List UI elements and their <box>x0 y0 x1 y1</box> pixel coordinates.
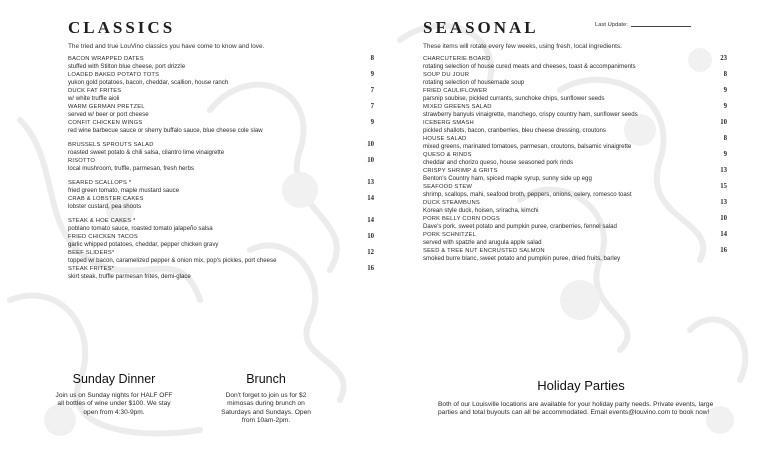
menu-item-price: 10 <box>367 141 374 148</box>
classics-section <box>68 18 374 281</box>
menu-item <box>423 135 727 151</box>
menu-item <box>68 249 374 265</box>
menu-item <box>68 55 374 71</box>
menu-item-price: 9 <box>370 119 374 126</box>
menu-item-price: 12 <box>367 249 374 256</box>
menu-item-name: HOUSE SALAD <box>423 136 467 142</box>
menu-item <box>68 157 374 173</box>
menu-item <box>423 103 727 119</box>
menu-item-description: w/ white truffle aioli <box>68 95 120 102</box>
menu-item-name: BRUSSELS SPROUTS SALAD <box>68 142 154 148</box>
menu-item-price: 14 <box>367 217 374 224</box>
menu-item-name: STEAK & HOE CAKES * <box>68 218 136 224</box>
menu-item-name: RISOTTO <box>68 158 96 164</box>
menu-item-description: shrimp, scallops, mahi, seafood broth, peppers, onions, celery, romesco toast <box>423 191 632 198</box>
last-update-label: Last Update: <box>595 22 628 28</box>
seasonal-header <box>423 18 727 38</box>
menu-item-name: SEAFOOD STEW <box>423 184 473 190</box>
menu-item <box>423 55 727 71</box>
last-update <box>595 22 691 28</box>
brunch-text: Don't forget to join us for $2 mimosas during brunch on Saturdays and Sundays. Open from 10am-2pm. <box>221 392 311 425</box>
menu-item <box>423 199 727 215</box>
menu-item-price: 7 <box>370 103 374 110</box>
menu-item-name: DUCK STEAMBUNS <box>423 200 480 206</box>
menu-item-description: Benton's Country ham, spiced maple syrup, sunny side up egg <box>423 175 592 182</box>
menu-item-name: SEARED SCALLOPS * <box>68 180 132 186</box>
menu-item-description: cheddar and chorizo queso, house seasoned pork rinds <box>423 159 574 166</box>
menu-item-name: FRIED CHICKEN TACOS <box>68 234 138 240</box>
menu-item-description: skirt steak, truffle parmesan frites, demi-glace <box>68 273 191 280</box>
menu-item-name: PORK SCHNITZEL <box>423 232 477 238</box>
menu-item-description: fried green tomato, maple mustard sauce <box>68 187 180 194</box>
menu-item <box>423 71 727 87</box>
menu-item-name: STEAK FRITES* <box>68 266 115 272</box>
menu-item-name: SEED & TREE NUT ENCRUSTED SALMON <box>423 248 545 254</box>
menu-item-description: Korean style duck, hoisen, sriracha, kimchi <box>423 207 539 214</box>
sunday-dinner-title: Sunday Dinner <box>72 372 156 386</box>
menu-item-description: rotating selection of house cured meats and cheeses, toast & accompaniments <box>423 63 636 70</box>
seasonal-section <box>423 18 727 263</box>
menu-item-price: 16 <box>367 265 374 272</box>
menu-item <box>68 119 374 135</box>
classics-menu-list <box>68 55 374 281</box>
menu-item <box>68 233 374 249</box>
menu-item <box>423 119 727 135</box>
menu-item <box>68 265 374 281</box>
seasonal-menu-list <box>423 55 727 263</box>
menu-item-name: BEEF SLIDERS* <box>68 250 115 256</box>
menu-item-description: smoked burre blanc, sweet potato and pumpkin puree, dried fruits, barley <box>423 255 621 262</box>
menu-item-price: 23 <box>720 55 727 62</box>
menu-item-name: PORK BELLY CORN DOGS <box>423 216 500 222</box>
menu-item-price: 8 <box>370 55 374 62</box>
menu-item-name: CONFIT CHICKEN WINGS <box>68 120 143 126</box>
menu-item <box>68 217 374 233</box>
menu-item-price: 15 <box>720 183 727 190</box>
menu-item <box>423 183 727 199</box>
menu-item-price: 9 <box>723 103 727 110</box>
brunch-block <box>218 372 314 426</box>
menu-item <box>423 167 727 183</box>
menu-item-name: DUCK FAT FRITES <box>68 88 122 94</box>
menu-item-price: 10 <box>367 233 374 240</box>
menu-item <box>68 179 374 195</box>
menu-item-name: QUESO & RINDS <box>423 152 472 158</box>
menu-item-name: BACON WRAPPED DATES <box>68 56 144 62</box>
menu-item-price: 8 <box>723 135 727 142</box>
classics-intro: The tried and true LouVino classics you have come to know and love. <box>68 43 265 50</box>
menu-item-name: ICEBERG SMASH <box>423 120 474 126</box>
menu-item-description: local mushroom, truffle, parmesan, fresh herbs <box>68 165 194 172</box>
menu-item-price: 9 <box>723 151 727 158</box>
holiday-parties-text: Both of our Louisville locations are available for your holiday party needs. Private events, large parties and total buyouts can all be accommodated. Email events@louvino.com to book now! <box>438 401 714 417</box>
menu-item <box>423 231 727 247</box>
menu-item-description: rotating selection of housemade soup <box>423 79 525 86</box>
brunch-title: Brunch <box>246 372 286 386</box>
menu-item-description: mixed greens, marinated tomatoes, parmesan, croutons, balsamic vinaigrette <box>423 143 632 150</box>
menu-item-description: served with spatzle and arugula apple salad <box>423 239 542 246</box>
menu-item <box>423 87 727 103</box>
menu-item <box>68 103 374 119</box>
menu-item-price: 14 <box>367 195 374 202</box>
classics-title: CLASSICS <box>68 18 176 37</box>
menu-item-name: CRISPY SHRIMP & GRITS <box>423 168 498 174</box>
menu-item-name: SOUP DU JOUR <box>423 72 470 78</box>
menu-item-price: 8 <box>723 71 727 78</box>
menu-item <box>423 215 727 231</box>
menu-item-name: CRAB & LOBSTER CAKES <box>68 196 144 202</box>
menu-item-price: 9 <box>723 87 727 94</box>
menu-item <box>423 151 727 167</box>
seasonal-title: SEASONAL <box>423 18 539 37</box>
menu-item-price: 7 <box>370 87 374 94</box>
menu-item <box>68 71 374 87</box>
menu-item-description: lobster custard, pea shoots <box>68 203 142 210</box>
menu-item-description: poblano tomato sauce, roasted tomato jalapeño salsa <box>68 225 213 232</box>
menu-item-price: 13 <box>720 167 727 174</box>
menu-item-name: CHARCUTERIE BOARD <box>423 56 491 62</box>
menu-item <box>68 141 374 157</box>
menu-item-price: 10 <box>367 157 374 164</box>
menu-item-price: 16 <box>720 247 727 254</box>
holiday-parties-block <box>438 378 724 418</box>
menu-item-price: 10 <box>720 215 727 222</box>
menu-item-description: parsnip soubise, pickled currants, sunchoke chips, sunflower seeds <box>423 95 605 102</box>
menu-item-description: topped w/ bacon, caramelized pepper & onion mix, pop's pickles, port cheese <box>68 257 277 264</box>
sunday-dinner-block <box>53 372 175 417</box>
menu-item-price: 13 <box>367 179 374 186</box>
sunday-dinner-text: Join us on Sunday nights for HALF OFF all bottles of wine under $100. We stay open from 4:30-9pm. <box>55 392 173 416</box>
menu-item-description: served w/ beer or port cheese <box>68 111 149 118</box>
menu-item-description: yukon gold potatoes, bacon, cheddar, scallion, house ranch <box>68 79 229 86</box>
menu-item-name: LOADED BAKED POTATO TOTS <box>68 72 160 78</box>
menu-item <box>68 195 374 211</box>
menu-item-description: Dave's pork, sweet potato and pumpkin puree, cranberries, fennel salad <box>423 223 617 230</box>
menu-item-price: 14 <box>720 231 727 238</box>
last-update-blank-line <box>631 26 691 27</box>
menu-item-price: 13 <box>720 199 727 206</box>
seasonal-intro: These items will rotate every few weeks, using fresh, local ingredients. <box>423 43 622 50</box>
menu-item-description: pickled shallots, bacon, cranberries, bleu cheese dressing, croutons <box>423 127 606 134</box>
menu-item-price: 10 <box>720 119 727 126</box>
menu-item-name: FRIED CAULIFLOWER <box>423 88 488 94</box>
menu-item-description: stuffed with Stilton blue cheese, port drizzle <box>68 63 186 70</box>
menu-item-price: 9 <box>370 71 374 78</box>
menu-item <box>423 247 727 263</box>
menu-item-description: roasted sweet potato & chili salsa, cilantro lime vinaigrette <box>68 149 225 156</box>
menu-item-description: strawberry banyuls vinaigrette, manchego, crispy country ham, sunflower seeds <box>423 111 638 118</box>
menu-item-description: red wine barbecue sauce or sherry buffalo sauce, blue cheese cole slaw <box>68 127 263 134</box>
menu-item <box>68 87 374 103</box>
menu-item-name: WARM GERMAN PRETZEL <box>68 104 145 110</box>
menu-item-description: garlic whipped potatoes, cheddar, pepper chicken gravy <box>68 241 219 248</box>
holiday-parties-title: Holiday Parties <box>537 378 625 393</box>
menu-item-name: MIXED GREENS SALAD <box>423 104 492 110</box>
